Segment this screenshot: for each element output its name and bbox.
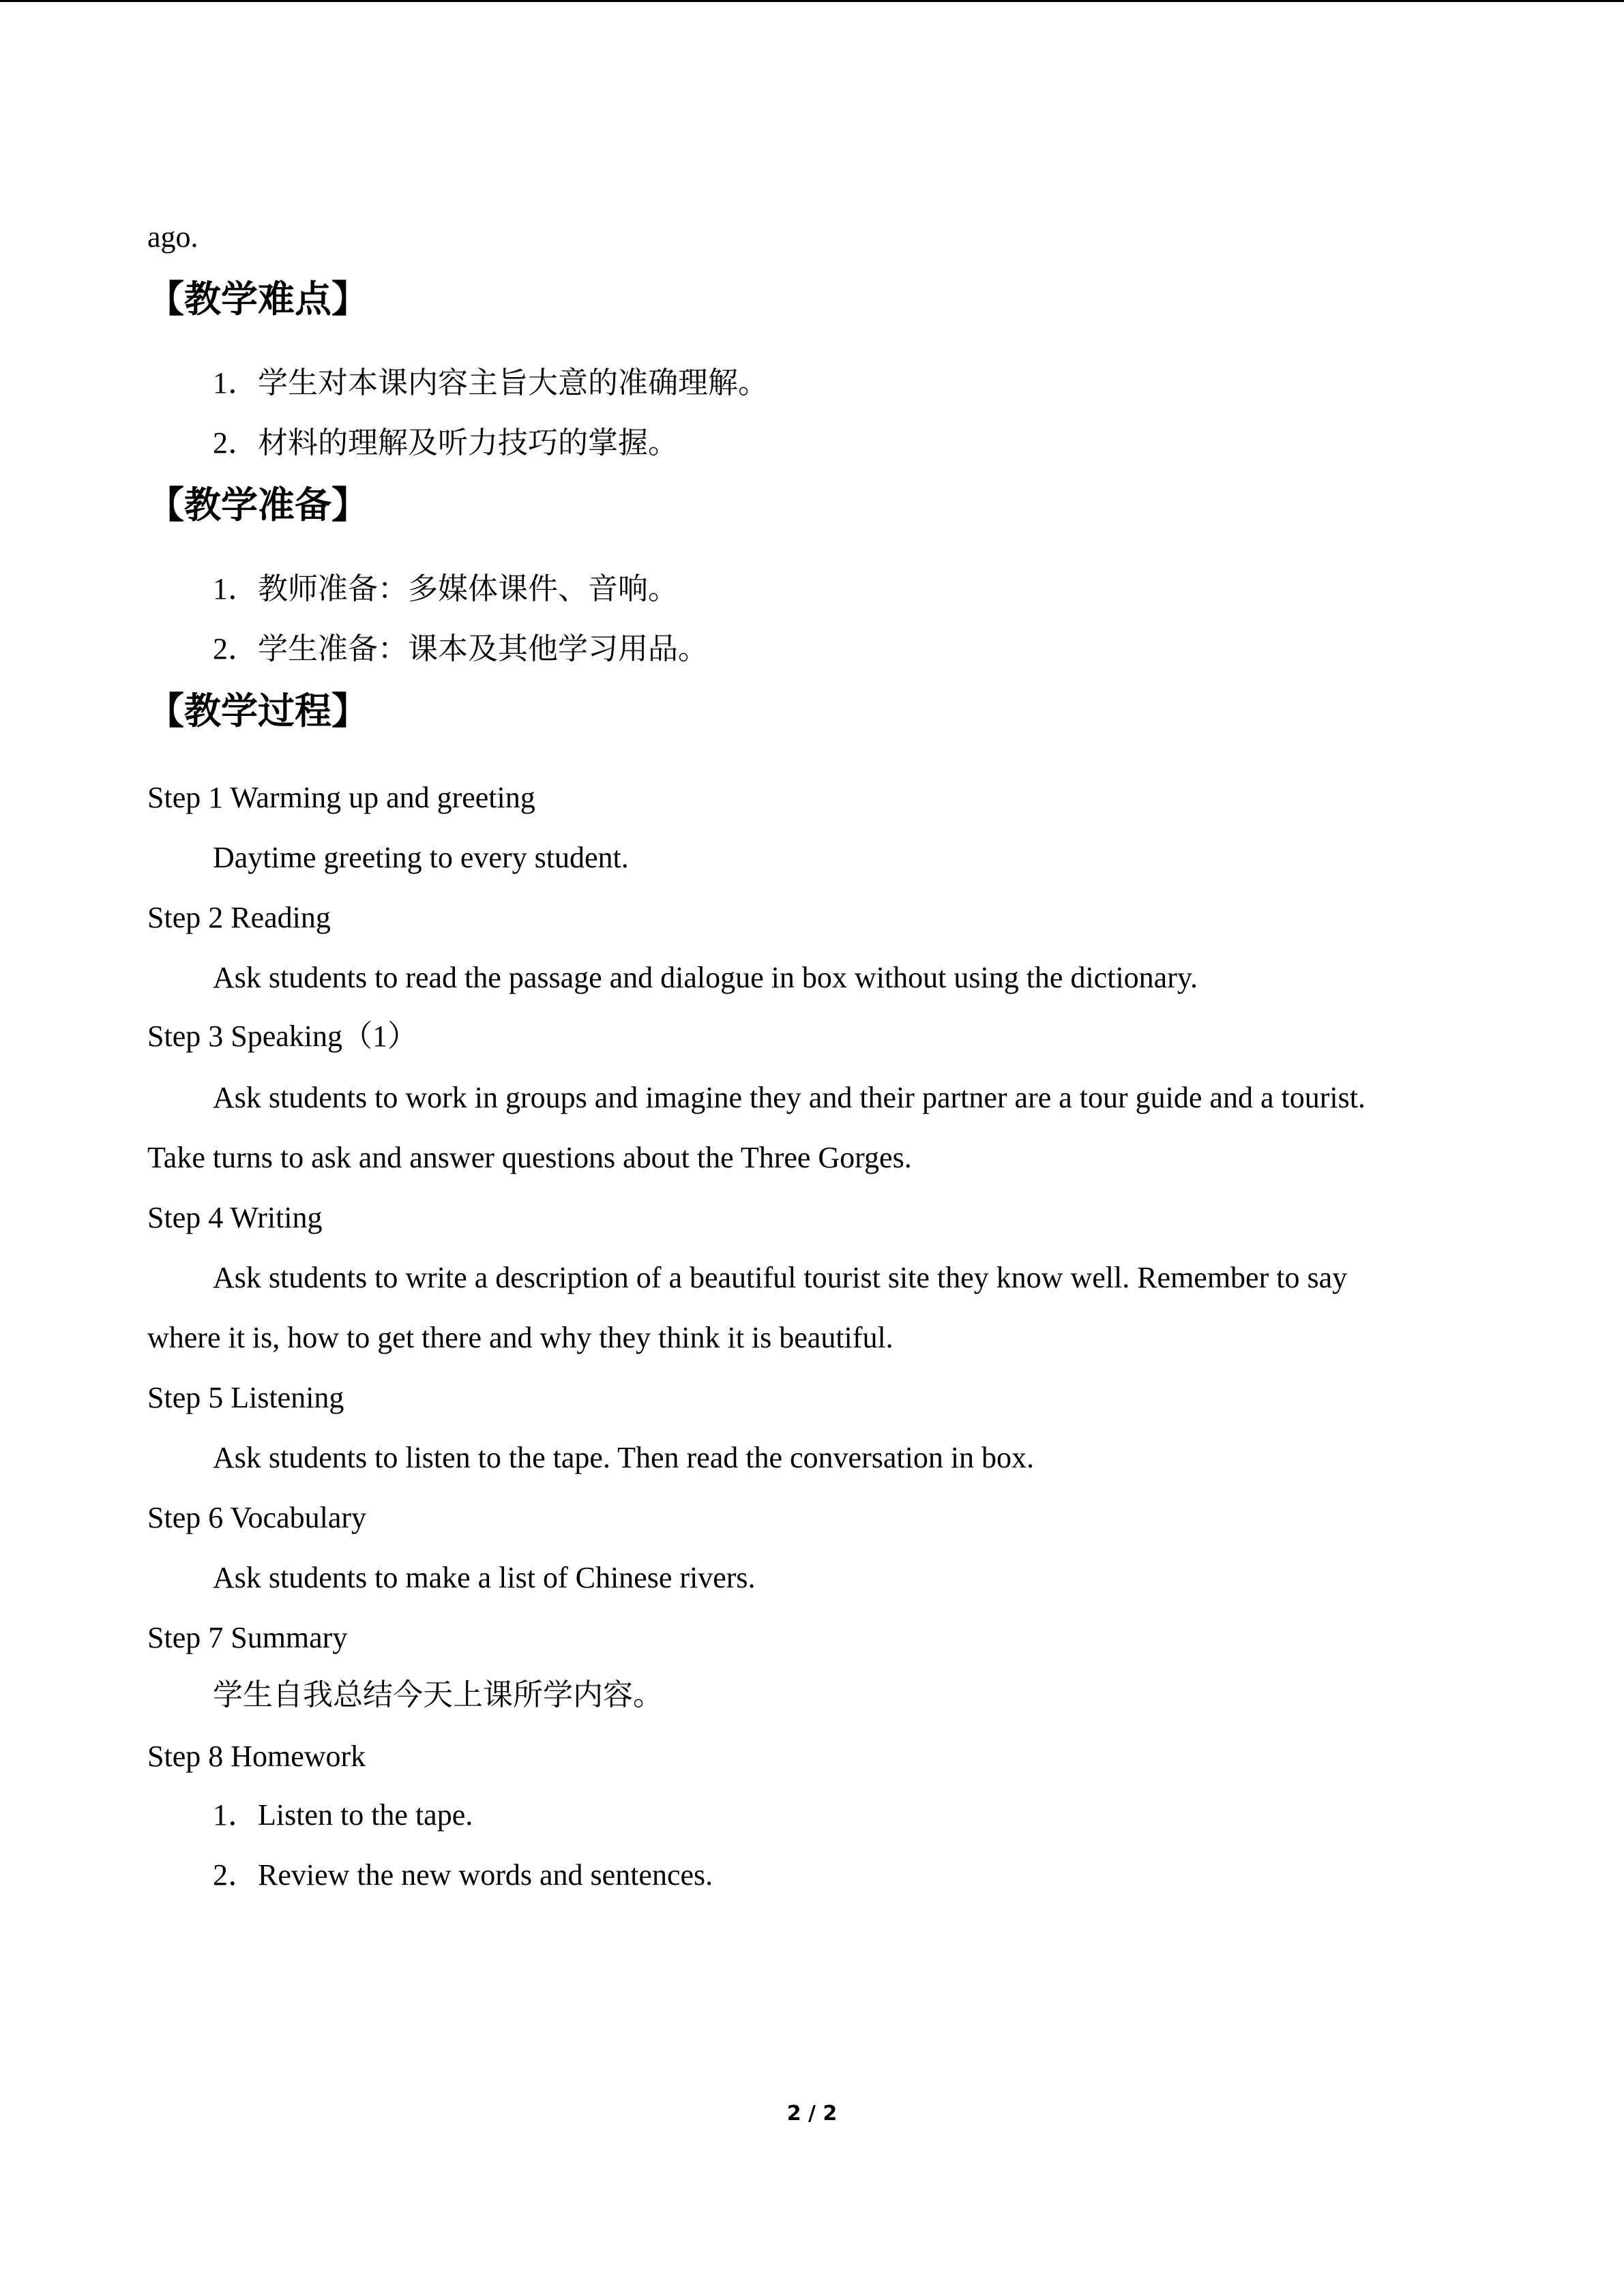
section-heading-preparation: 【教学准备】 — [147, 483, 368, 526]
step-1-title: Step 1 Warming up and greeting — [147, 781, 535, 814]
step-3-title: Step 3 Speaking（1） — [147, 1019, 417, 1053]
preparation-item-1: 1．教师准备：多媒体课件、音响。 — [213, 572, 678, 606]
section-heading-process: 【教学过程】 — [147, 689, 368, 732]
step-4-line-1: Ask students to write a description of a beautiful tourist site they know well. Remember to say — [213, 1261, 1348, 1294]
step-6-line-1: Ask students to make a list of Chinese rivers. — [213, 1561, 756, 1594]
homework-item-2: 2．Review the new words and sentences. — [213, 1858, 713, 1892]
step-5-line-1: Ask students to listen to the tape. Then read the conversation in box. — [213, 1441, 1035, 1474]
page-number: 2 / 2 — [786, 2102, 838, 2126]
step-3-line-1: Ask students to work in groups and imagine they and their partner are a tour guide and a tourist. — [213, 1081, 1365, 1114]
step-1-line-1: Daytime greeting to every student. — [213, 841, 629, 874]
preparation-item-2: 2．学生准备：课本及其他学习用品。 — [213, 632, 708, 666]
step-3-line-2: Take turns to ask and answer questions about the Three Gorges. — [147, 1141, 912, 1174]
continuation-text: ago. — [147, 220, 198, 254]
step-8-title: Step 8 Homework — [147, 1740, 366, 1773]
step-5-title: Step 5 Listening — [147, 1381, 344, 1414]
homework-item-1: 1．Listen to the tape. — [213, 1798, 473, 1832]
step-7-title: Step 7 Summary — [147, 1621, 348, 1654]
difficulty-item-2: 2．材料的理解及听力技巧的掌握。 — [213, 426, 678, 460]
section-heading-difficulties: 【教学难点】 — [147, 278, 368, 320]
difficulty-item-1: 1．学生对本课内容主旨大意的准确理解。 — [213, 366, 768, 400]
step-4-title: Step 4 Writing — [147, 1201, 323, 1234]
step-2-line-1: Ask students to read the passage and dialogue in box without using the dictionary. — [213, 961, 1198, 994]
step-2-title: Step 2 Reading — [147, 901, 331, 934]
step-6-title: Step 6 Vocabulary — [147, 1501, 366, 1534]
step-7-line-1: 学生自我总结今天上课所学内容。 — [213, 1678, 663, 1712]
step-4-line-2: where it is, how to get there and why they think it is beautiful. — [147, 1321, 894, 1354]
